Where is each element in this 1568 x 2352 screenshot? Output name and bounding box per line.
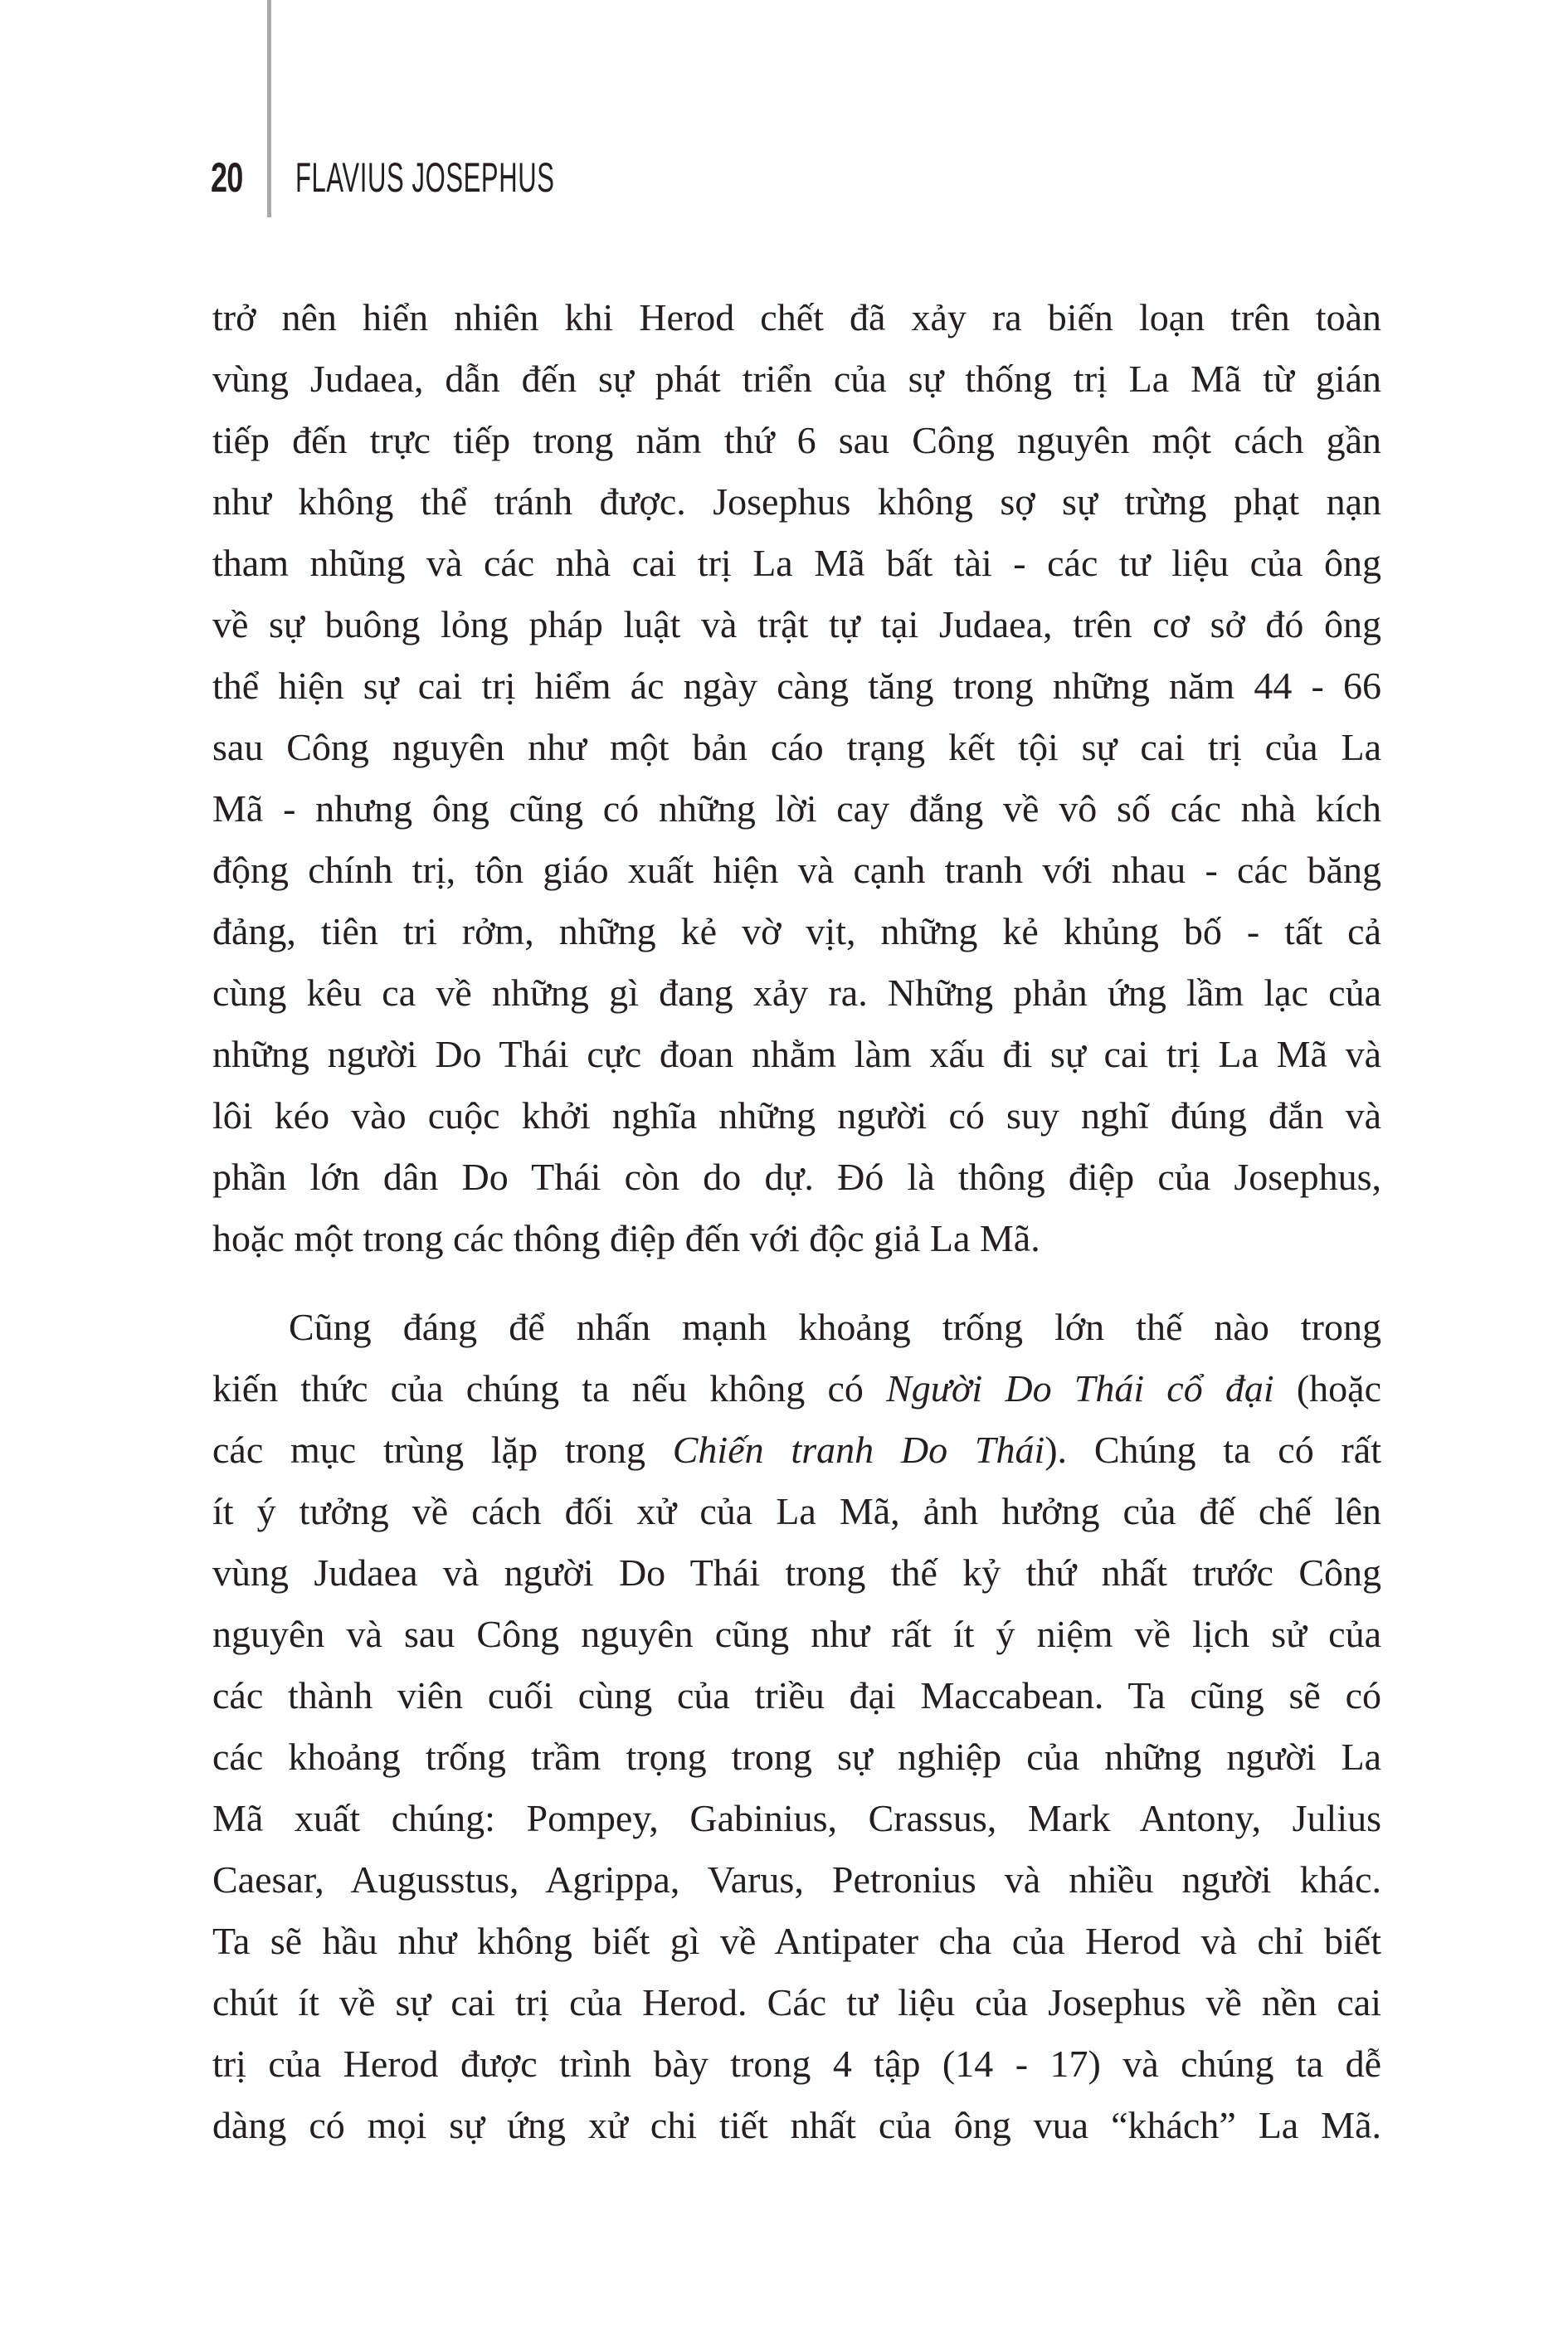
- text-line: [212, 655, 1381, 717]
- text-segment: sau Công nguyên như một bản cáo trạng kết tội sự cai trị của La: [212, 726, 1381, 768]
- text-line: [212, 1024, 1381, 1085]
- text-segment: đảng, tiên tri rởm, những kẻ vờ vịt, những kẻ khủng bố - tất cả: [212, 910, 1381, 952]
- text-segment: Mã xuất chúng: Pompey, Gabinius, Crassus, Mark Antony, Julius: [212, 1797, 1381, 1839]
- text-segment: hoặc một trong các thông điệp đến với độc giả La Mã.: [212, 1217, 1040, 1259]
- text-segment: động chính trị, tôn giáo xuất hiện và cạnh tranh với nhau - các băng: [212, 849, 1381, 891]
- text-line: [212, 1297, 1381, 1358]
- text-line: [212, 1665, 1381, 1726]
- italic-title: Người Do Thái cổ đại: [886, 1367, 1274, 1410]
- text-line: [212, 1604, 1381, 1665]
- text-segment: Mã - nhưng ông cũng có những lời cay đắng về vô số các nhà kích: [212, 787, 1381, 830]
- text-line: [212, 1542, 1381, 1604]
- text-segment: ). Chúng ta có rất: [1045, 1429, 1381, 1471]
- text-line: [212, 1726, 1381, 1788]
- text-line: [212, 471, 1381, 533]
- text-line: [212, 1972, 1381, 2033]
- text-segment: thể hiện sự cai trị hiểm ác ngày càng tăng trong những năm 44 - 66: [212, 665, 1381, 707]
- text-line: [212, 410, 1381, 471]
- text-line: [212, 1358, 1381, 1419]
- text-segment: phần lớn dân Do Thái còn do dự. Đó là thông điệp của Josephus,: [212, 1156, 1381, 1198]
- body-paragraph-2: [212, 1297, 1381, 2156]
- running-title: FLAVIUS JOSEPHUS: [295, 154, 555, 201]
- text-segment: trị của Herod được trình bày trong 4 tập (14 - 17) và chúng ta dễ: [212, 2043, 1381, 2085]
- text-segment: vùng Judaea và người Do Thái trong thế kỷ thứ nhất trước Công: [212, 1551, 1381, 1594]
- text-line: [212, 840, 1381, 901]
- text-segment: lôi kéo vào cuộc khởi nghĩa những người có suy nghĩ đúng đắn và: [212, 1094, 1381, 1137]
- text-segment: nguyên và sau Công nguyên cũng như rất ít ý niệm về lịch sử của: [212, 1613, 1381, 1655]
- text-line: [212, 594, 1381, 655]
- text-segment: trở nên hiển nhiên khi Herod chết đã xảy ra biến loạn trên toàn: [212, 296, 1381, 338]
- text-line: [212, 533, 1381, 594]
- text-line: [212, 1481, 1381, 1542]
- text-line: [212, 1147, 1381, 1208]
- text-segment: Cũng đáng để nhấn mạnh khoảng trống lớn thế nào trong: [289, 1306, 1381, 1348]
- text-segment: các thành viên cuối cùng của triều đại Maccabean. Ta cũng sẽ có: [212, 1674, 1381, 1717]
- text-segment: cùng kêu ca về những gì đang xảy ra. Những phản ứng lầm lạc của: [212, 971, 1381, 1014]
- text-segment: về sự buông lỏng pháp luật và trật tự tại Judaea, trên cơ sở đó ông: [212, 603, 1381, 645]
- text-segment: (hoặc: [1273, 1367, 1382, 1410]
- text-line: [212, 717, 1381, 778]
- italic-title: Chiến tranh Do Thái: [672, 1429, 1045, 1471]
- text-segment: Caesar, Augusstus, Agrippa, Varus, Petronius và nhiều người khác.: [212, 1858, 1381, 1901]
- text-line: [212, 962, 1381, 1024]
- text-line: [212, 287, 1381, 348]
- text-segment: vùng Judaea, dẫn đến sự phát triển của sự thống trị La Mã từ gián: [212, 358, 1381, 400]
- text-line: [212, 1419, 1381, 1481]
- text-segment: những người Do Thái cực đoan nhằm làm xấu đi sự cai trị La Mã và: [212, 1033, 1381, 1075]
- text-line: [212, 1208, 1381, 1269]
- text-segment: ít ý tưởng về cách đối xử của La Mã, ảnh hưởng của đế chế lên: [212, 1490, 1381, 1532]
- text-segment: các khoảng trống trầm trọng trong sự nghiệp của những người La: [212, 1736, 1381, 1778]
- text-segment: Ta sẽ hầu như không biết gì về Antipater cha của Herod và chỉ biết: [212, 1920, 1381, 1962]
- text-segment: kiến thức của chúng ta nếu không có: [212, 1367, 887, 1410]
- header-divider: [267, 0, 271, 217]
- text-segment: chút ít về sự cai trị của Herod. Các tư liệu của Josephus về nền cai: [212, 1981, 1381, 2023]
- text-segment: các mục trùng lặp trong: [212, 1429, 673, 1471]
- text-line: [212, 2095, 1381, 2156]
- text-line: [212, 348, 1381, 410]
- text-line: [212, 901, 1381, 962]
- text-line: [212, 1788, 1381, 1849]
- text-line: [212, 1849, 1381, 1911]
- text-segment: dàng có mọi sự ứng xử chi tiết nhất của ông vua “khách” La Mã.: [212, 2104, 1381, 2146]
- text-line: [212, 1085, 1381, 1147]
- text-segment: như không thể tránh được. Josephus không sợ sự trừng phạt nạn: [212, 480, 1381, 523]
- page-number: 20: [211, 154, 243, 201]
- text-segment: tham nhũng và các nhà cai trị La Mã bất tài - các tư liệu của ông: [212, 542, 1381, 584]
- text-line: [212, 1911, 1381, 1972]
- body-paragraph-1: [212, 287, 1381, 1269]
- text-segment: tiếp đến trực tiếp trong năm thứ 6 sau Công nguyên một cách gần: [212, 419, 1381, 461]
- text-line: [212, 778, 1381, 840]
- text-line: [212, 2033, 1381, 2095]
